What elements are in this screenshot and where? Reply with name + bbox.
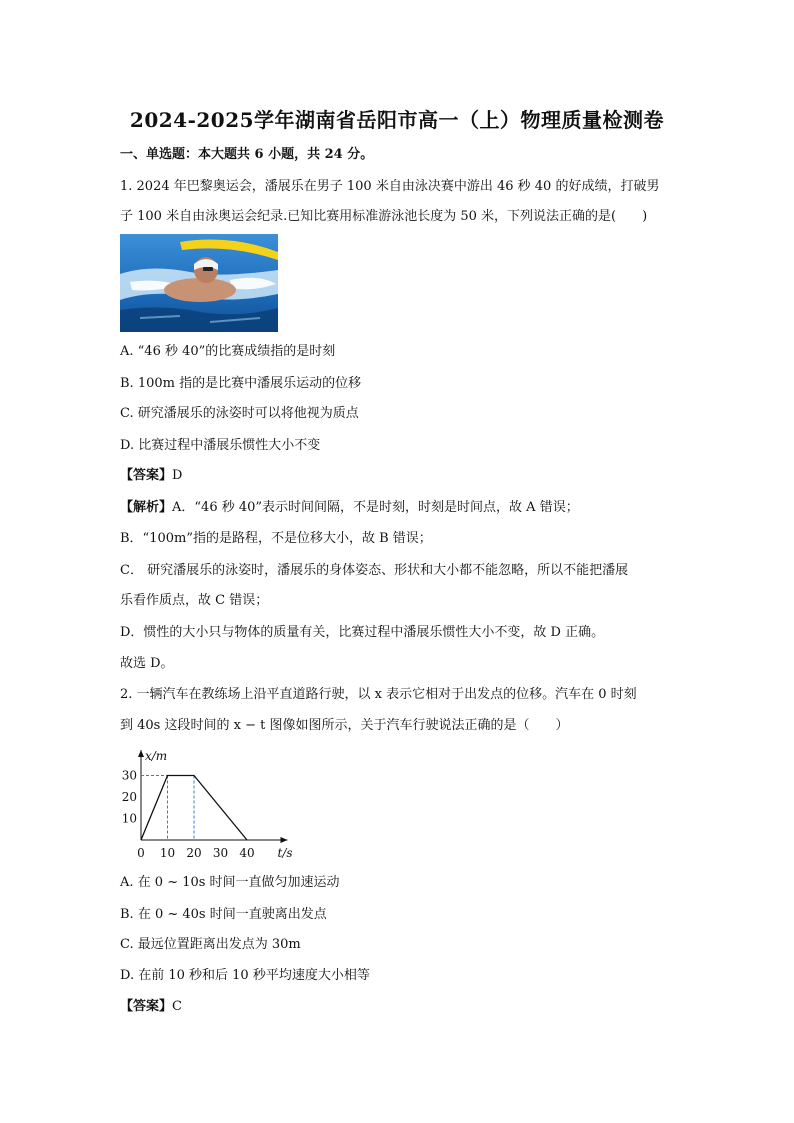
y-axis-label: x/m [145, 749, 168, 763]
answer-value: D [172, 468, 183, 483]
y-tick-label: 10 [121, 811, 137, 826]
q1-option-a: A. “46 秒 40”的比赛成绩指的是时刻 [120, 344, 336, 359]
q2-stem-line2: 到 40s 这段时间的 x − t 图像如图所示，关于汽车行驶说法正确的是（ ） [120, 718, 569, 733]
x-axis-label: t/s [277, 846, 293, 860]
q1-answer [120, 467, 182, 485]
x-tick-label: 20 [186, 846, 202, 860]
q1-analysis-line1 [120, 499, 579, 517]
q1-stem-line2: 子 100 米自由泳奥运会纪录.已知比赛用标准游泳池长度为 50 米，下列说法正确的是( ) [120, 209, 648, 224]
page-title: 2024-2025学年湖南省岳阳市高一（上）物理质量检测卷 [129, 108, 665, 132]
x-tick-label: 10 [159, 846, 176, 860]
x-tick-label: 30 [212, 846, 229, 860]
q1-analysis-line3: C． 研究潘展乐的泳姿时，潘展乐的身体姿态、形状和大小都不能忽略，所以不能把潘展 [120, 563, 629, 578]
y-tick-label: 30 [121, 768, 137, 783]
analysis-text: A．“46 秒 40”表示时间间隔，不是时刻，时刻是时间点，故 A 错误； [172, 500, 579, 515]
q2-option-a: A. 在 0 ~ 10s 时间一直做匀加速运动 [120, 875, 340, 890]
q2-answer [120, 998, 182, 1016]
x-tick-label: 0 [137, 846, 145, 860]
xt-chart-svg [112, 744, 302, 862]
q1-analysis-line5: D．惯性的大小只与物体的质量有关，比赛过程中潘展乐惯性大小不变，故 D 正确。 [120, 625, 605, 640]
q2-option-d: D. 在前 10 秒和后 10 秒平均速度大小相等 [120, 968, 370, 983]
q2-stem-line1: 2. 一辆汽车在教练场上沿平直道路行驶，以 x 表示它相对于出发点的位移。汽车在 0 时刻 [120, 687, 637, 702]
answer-label: 【答案】 [120, 468, 173, 483]
analysis-label: 【解析】 [120, 500, 173, 515]
swimmer-photo [120, 234, 278, 332]
q1-option-b: B. 100m 指的是比赛中潘展乐运动的位移 [120, 376, 362, 391]
section-heading: 一、单选题：本大题共 6 小题，共 24 分。 [120, 147, 374, 162]
q2-option-b: B. 在 0 ~ 40s 时间一直驶离出发点 [120, 907, 327, 922]
answer-label: 【答案】 [120, 999, 173, 1014]
q1-analysis-line2: B．“100m”指的是路程，不是位移大小，故 B 错误； [120, 531, 432, 546]
q1-option-c: C. 研究潘展乐的泳姿时可以将他视为质点 [120, 406, 359, 421]
q1-analysis-line4: 乐看作质点，故 C 错误； [120, 593, 269, 608]
answer-value: C [172, 999, 182, 1014]
q1-stem-line1: 1. 2024 年巴黎奥运会，潘展乐在男子 100 米自由泳决赛中游出 46 秒 40 的好成绩，打破男 [120, 179, 660, 194]
x-tick-label: 40 [239, 846, 255, 860]
y-tick-label: 20 [121, 790, 137, 804]
q1-option-d: D. 比赛过程中潘展乐惯性大小不变 [120, 438, 321, 453]
xt-chart [112, 744, 302, 862]
q2-option-c: C. 最远位置距离出发点为 30m [120, 937, 301, 952]
q1-analysis-line6: 故选 D。 [120, 656, 174, 671]
